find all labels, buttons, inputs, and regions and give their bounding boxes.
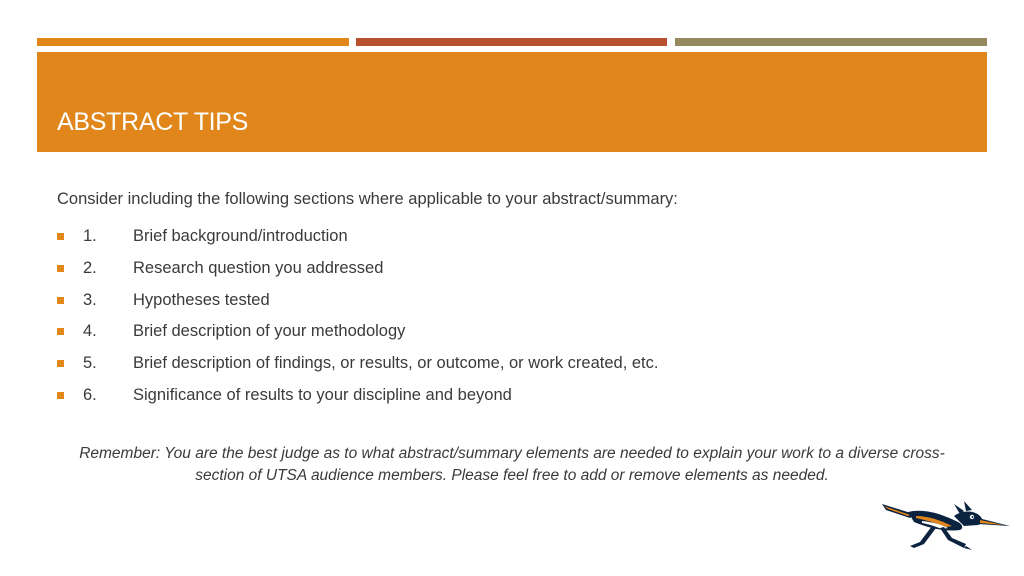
remember-note-line-1: Remember: You are the best judge as to what abstract/summary elements are needed to explain your work to a diverse cross- <box>79 445 945 462</box>
title-band <box>37 52 987 152</box>
remember-note <box>45 443 979 487</box>
list-item-number: 6. <box>83 385 97 404</box>
accent-bar-orange <box>37 38 349 46</box>
list-item-number: 1. <box>83 227 97 246</box>
accent-bar-olive <box>675 38 987 46</box>
list-item-number: 2. <box>83 259 97 278</box>
list-item <box>57 253 658 285</box>
roadrunner-logo-icon <box>880 496 1012 552</box>
list-item-text: Brief background/introduction <box>133 227 348 246</box>
list-item-text: Research question you addressed <box>133 259 384 278</box>
list-item-number: 4. <box>83 322 97 341</box>
list-item-text: Significance of results to your discipline and beyond <box>133 385 512 404</box>
list-item <box>57 316 658 348</box>
square-bullet-icon <box>57 265 64 272</box>
list-item-text: Brief description of findings, or results, or outcome, or work created, etc. <box>133 354 659 373</box>
accent-bar-rust <box>356 38 667 46</box>
list-item-number: 5. <box>83 354 97 373</box>
list-item-text: Hypotheses tested <box>133 290 270 309</box>
list-item <box>57 348 658 380</box>
square-bullet-icon <box>57 328 64 335</box>
list-item <box>57 221 658 253</box>
list-item <box>57 284 658 316</box>
remember-note-line-2: section of UTSA audience members. Please feel free to add or remove elements as needed. <box>195 467 829 484</box>
square-bullet-icon <box>57 392 64 399</box>
square-bullet-icon <box>57 360 64 367</box>
slide-title: ABSTRACT TIPS <box>57 108 249 136</box>
square-bullet-icon <box>57 297 64 304</box>
list-item-number: 3. <box>83 290 97 309</box>
intro-text: Consider including the following sections where applicable to your abstract/summary: <box>57 190 678 208</box>
sections-list <box>57 221 658 411</box>
list-item-text: Brief description of your methodology <box>133 322 406 341</box>
list-item <box>57 379 658 411</box>
square-bullet-icon <box>57 233 64 240</box>
